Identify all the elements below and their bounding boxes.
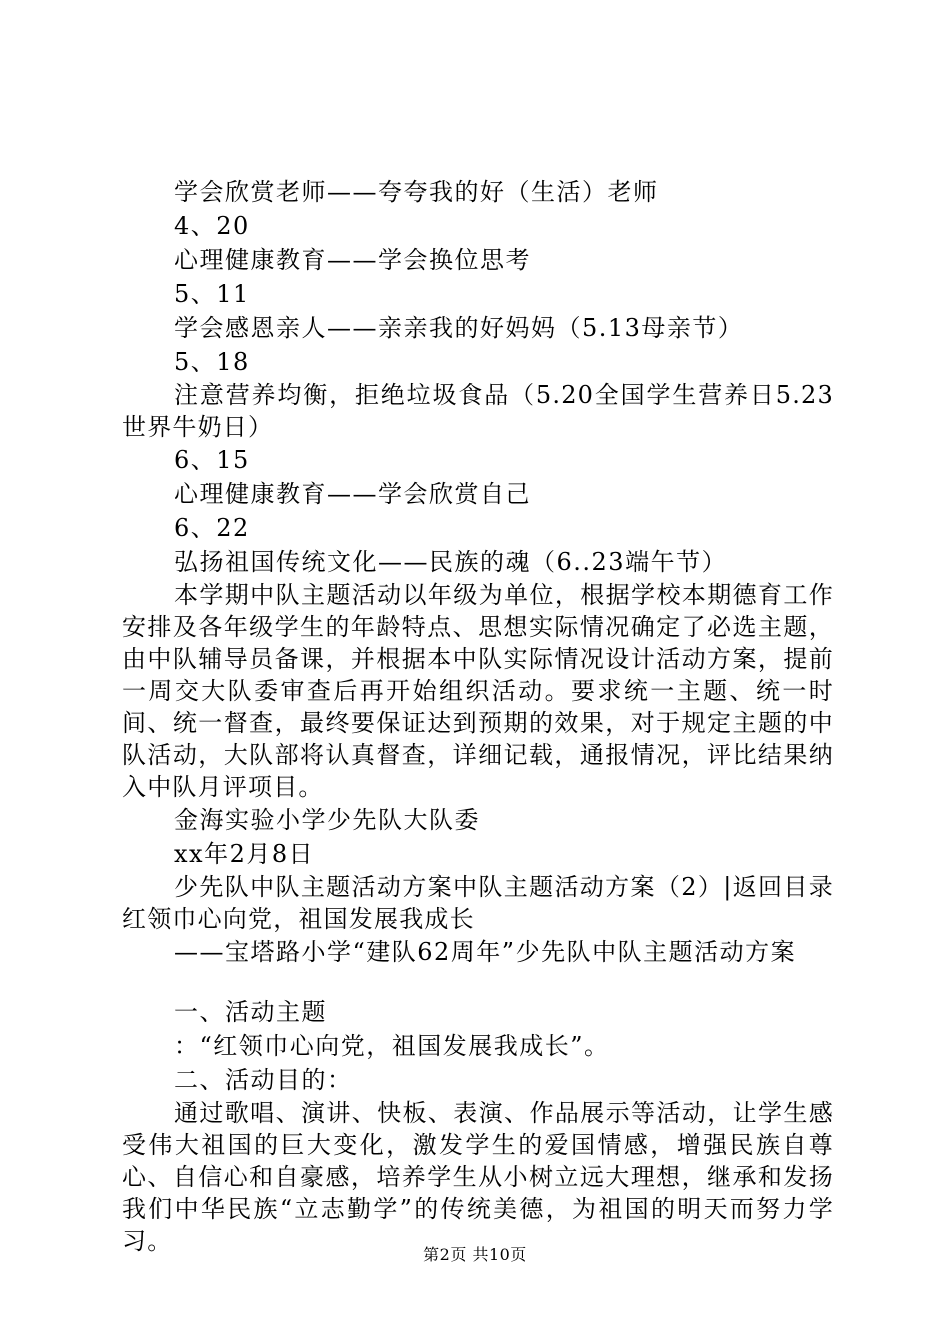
summary-paragraph: 本学期中队主题活动以年级为单位，根据学校本期德育工作安排及各年级学生的年龄特点、思想实际情况确定了必选主题，由中队辅导员备课，并根据本中队实际情况设计活动方案，提前一周交大队委审查后再开始组织活动。要求统一主题、统一时间、统一督查，最终要保证达到预期的效果，对于规定主题的中队活动，大队部将认真督查，详细记载，通报情况，评比结果纳入中队月评项目。 [122, 581, 834, 801]
section-title: 少先队中队主题活动方案中队主题活动方案（2）|返回目录红领巾心向党，祖国发展我成长 [122, 873, 834, 933]
schedule-topic-mental-health: 心理健康教育——学会换位思考 [174, 246, 531, 274]
document-body [122, 175, 834, 1257]
section1-text: ：“红领巾心向党，祖国发展我成长”。 [174, 1032, 610, 1060]
page-footer: 第2页 共10页 [423, 1245, 527, 1264]
section1-heading: 一、活动主题 [174, 998, 327, 1026]
section2-heading: 二、活动目的： [174, 1066, 353, 1094]
section2-paragraph: 通过歌唱、演讲、快板、表演、作品展示等活动，让学生感受伟大祖国的巨大变化，激发学生的爱国情感，增强民族自尊心、自信心和自豪感，培养学生从小树立远大理想，继承和发扬我们中华民族“立志勤学”的传统美德，为祖国的明天而努力学习。 [122, 1099, 834, 1255]
schedule-date: 6、15 [174, 446, 250, 474]
schedule-date: 5、18 [174, 348, 250, 376]
schedule-topic-culture: 弘扬祖国传统文化——民族的魂（6..23端午节） [174, 548, 728, 576]
schedule-topic-teacher: 学会欣赏老师——夸夸我的好（生活）老师 [174, 178, 659, 206]
date: xx年2月8日 [174, 840, 315, 868]
section-subtitle: ——宝塔路小学“建队62周年”少先队中队主题活动方案 [174, 938, 797, 966]
schedule-topic-mother: 学会感恩亲人——亲亲我的好妈妈（5.13母亲节） [174, 314, 744, 342]
spacer [122, 969, 834, 995]
schedule-topic-nutrition: 注意营养均衡，拒绝垃圾食品（5.20全国学生营养日5.23世界牛奶日） [122, 381, 834, 441]
signature: 金海实验小学少先队大队委 [174, 806, 480, 834]
schedule-date: 5、11 [174, 280, 250, 308]
schedule-date: 4、20 [174, 212, 250, 240]
schedule-date: 6、22 [174, 514, 250, 542]
schedule-topic-self: 心理健康教育——学会欣赏自己 [174, 480, 531, 508]
